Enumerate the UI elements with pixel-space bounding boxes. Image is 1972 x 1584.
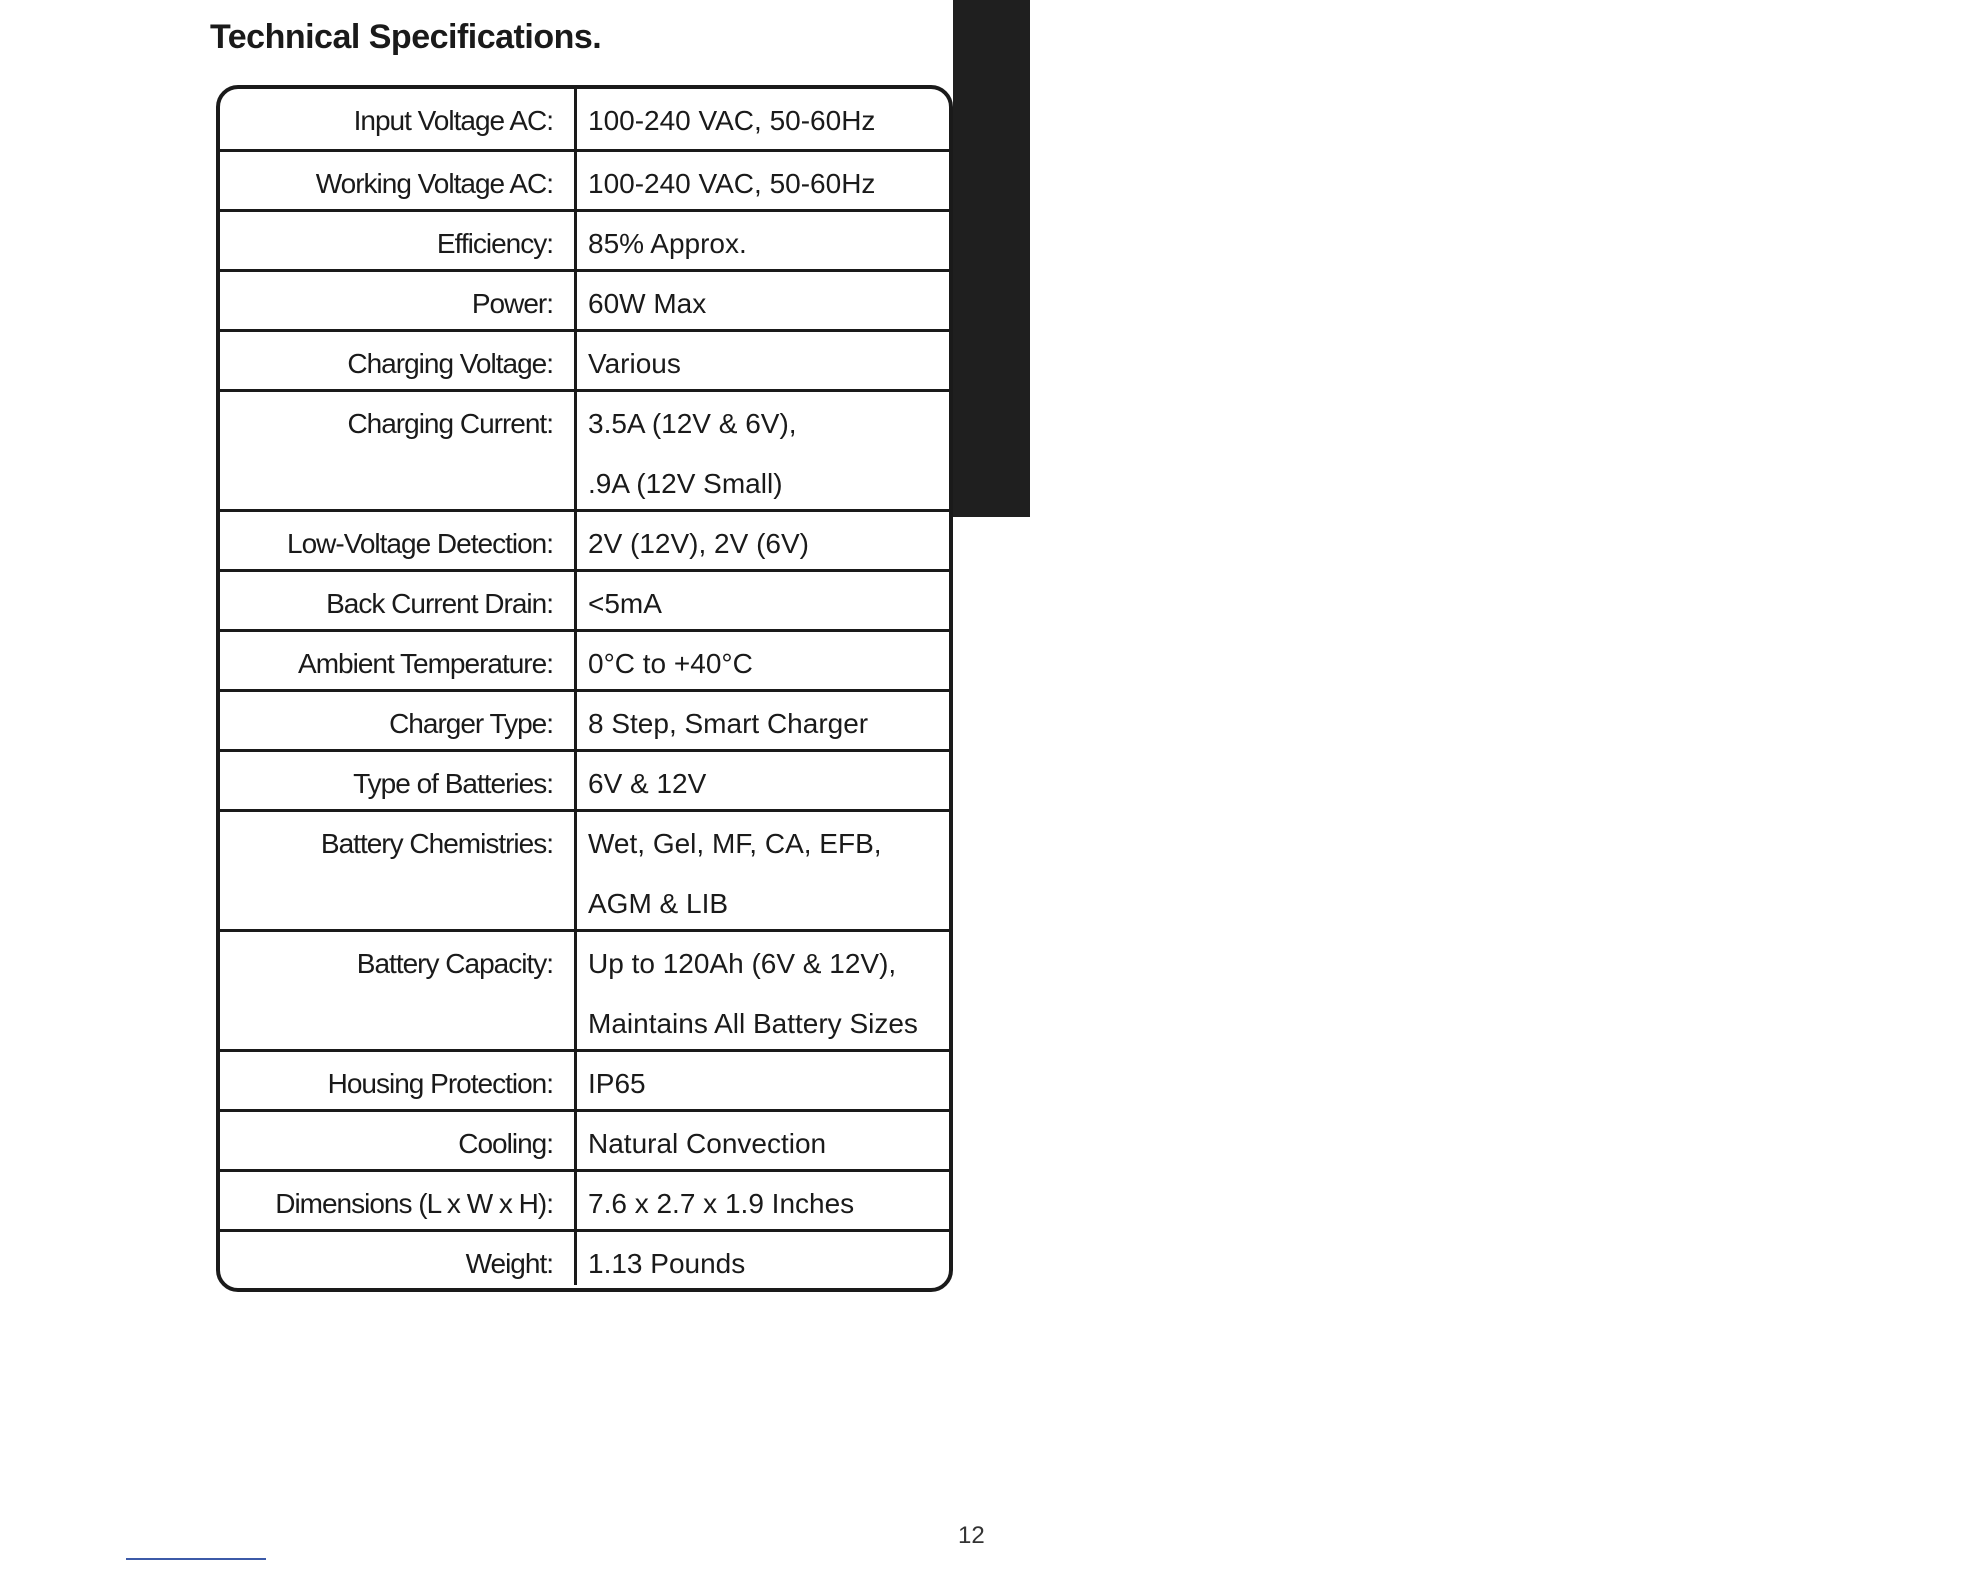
spec-label: Efficiency: bbox=[220, 212, 577, 269]
spec-label: Working Voltage AC: bbox=[220, 152, 577, 209]
spec-value bbox=[577, 632, 949, 689]
spec-value-line: 3.5A (12V & 6V), bbox=[588, 408, 797, 439]
spec-row-input-voltage bbox=[220, 89, 949, 149]
spec-table bbox=[216, 85, 953, 1292]
language-label: English bbox=[1933, 188, 1964, 298]
spec-value bbox=[577, 1112, 949, 1169]
spec-label: Charger Type: bbox=[220, 692, 577, 749]
spec-value-line: 0°C to +40°C bbox=[588, 648, 753, 679]
spec-row-battery-chemistries bbox=[220, 809, 949, 929]
spec-value-line: 8 Step, Smart Charger bbox=[588, 708, 869, 739]
spec-value-line: Maintains All Battery Sizes bbox=[588, 1008, 918, 1039]
spec-value bbox=[577, 512, 949, 569]
spec-row-working-voltage bbox=[220, 149, 949, 209]
spec-row-dimensions bbox=[220, 1169, 949, 1229]
spec-value-line: Various bbox=[588, 348, 681, 379]
language-badge bbox=[1926, 160, 1972, 326]
spec-label: Low-Voltage Detection: bbox=[220, 512, 577, 569]
spec-value bbox=[577, 1052, 949, 1109]
spec-row-battery-capacity bbox=[220, 929, 949, 1049]
spec-value-line: IP65 bbox=[588, 1068, 646, 1099]
spec-value-line: Natural Convection bbox=[588, 1128, 827, 1159]
spec-value-line: 85% Approx. bbox=[588, 228, 747, 259]
page-title: Technical Specifications. bbox=[210, 18, 602, 56]
spec-row-ambient-temperature bbox=[220, 629, 949, 689]
spec-value bbox=[577, 392, 949, 509]
page-number: 12 bbox=[958, 1522, 985, 1549]
spec-label: Battery Chemistries: bbox=[220, 812, 577, 929]
spec-label: Battery Capacity: bbox=[220, 932, 577, 1049]
spec-label: Weight: bbox=[220, 1232, 577, 1285]
spec-value-line: .9A (12V Small) bbox=[588, 468, 783, 499]
language-side-tab bbox=[953, 0, 1964, 517]
spec-value bbox=[577, 272, 949, 329]
spec-value bbox=[577, 89, 949, 149]
spec-row-weight bbox=[220, 1229, 949, 1285]
spec-row-charging-current bbox=[220, 389, 949, 509]
spec-value-line: Wet, Gel, MF, CA, EFB, bbox=[588, 828, 882, 859]
spec-row-charging-voltage bbox=[220, 329, 949, 389]
spec-label: Cooling: bbox=[220, 1112, 577, 1169]
spec-value-line: 1.13 Pounds bbox=[588, 1248, 746, 1279]
spec-label: Power: bbox=[220, 272, 577, 329]
spec-label: Dimensions (L x W x H): bbox=[220, 1172, 577, 1229]
spec-row-type-of-batteries bbox=[220, 749, 949, 809]
spec-value-line: AGM & LIB bbox=[588, 888, 729, 919]
spec-value-line: Up to 120Ah (6V & 12V), bbox=[588, 948, 897, 979]
spec-row-housing-protection bbox=[220, 1049, 949, 1109]
spec-value-line: 100-240 VAC, 50-60Hz bbox=[588, 105, 876, 136]
spec-value bbox=[577, 752, 949, 809]
spec-label: Ambient Temperature: bbox=[220, 632, 577, 689]
spec-value-line: 7.6 x 2.7 x 1.9 Inches bbox=[588, 1188, 855, 1219]
spec-label: Type of Batteries: bbox=[220, 752, 577, 809]
spec-label: Charging Voltage: bbox=[220, 332, 577, 389]
spec-value-line: 100-240 VAC, 50-60Hz bbox=[588, 168, 876, 199]
spec-value bbox=[577, 932, 949, 1049]
spec-value bbox=[577, 572, 949, 629]
spec-value bbox=[577, 212, 949, 269]
spec-value bbox=[577, 692, 949, 749]
spec-value bbox=[577, 1172, 949, 1229]
footer-divider bbox=[126, 1558, 266, 1560]
spec-value bbox=[577, 812, 949, 929]
spec-value bbox=[577, 1232, 949, 1285]
spec-row-efficiency bbox=[220, 209, 949, 269]
spec-value bbox=[577, 332, 949, 389]
spec-value-line: <5mA bbox=[588, 588, 662, 619]
spec-row-back-current-drain bbox=[220, 569, 949, 629]
spec-row-low-voltage-detection bbox=[220, 509, 949, 569]
spec-row-power bbox=[220, 269, 949, 329]
spec-label: Back Current Drain: bbox=[220, 572, 577, 629]
spec-row-cooling bbox=[220, 1109, 949, 1169]
spec-label: Input Voltage AC: bbox=[220, 89, 577, 149]
spec-row-charger-type bbox=[220, 689, 949, 749]
spec-value bbox=[577, 152, 949, 209]
spec-value-line: 6V & 12V bbox=[588, 768, 707, 799]
spec-label: Charging Current: bbox=[220, 392, 577, 509]
spec-label: Housing Protection: bbox=[220, 1052, 577, 1109]
spec-value-line: 60W Max bbox=[588, 288, 707, 319]
spec-value-line: 2V (12V), 2V (6V) bbox=[588, 528, 809, 559]
